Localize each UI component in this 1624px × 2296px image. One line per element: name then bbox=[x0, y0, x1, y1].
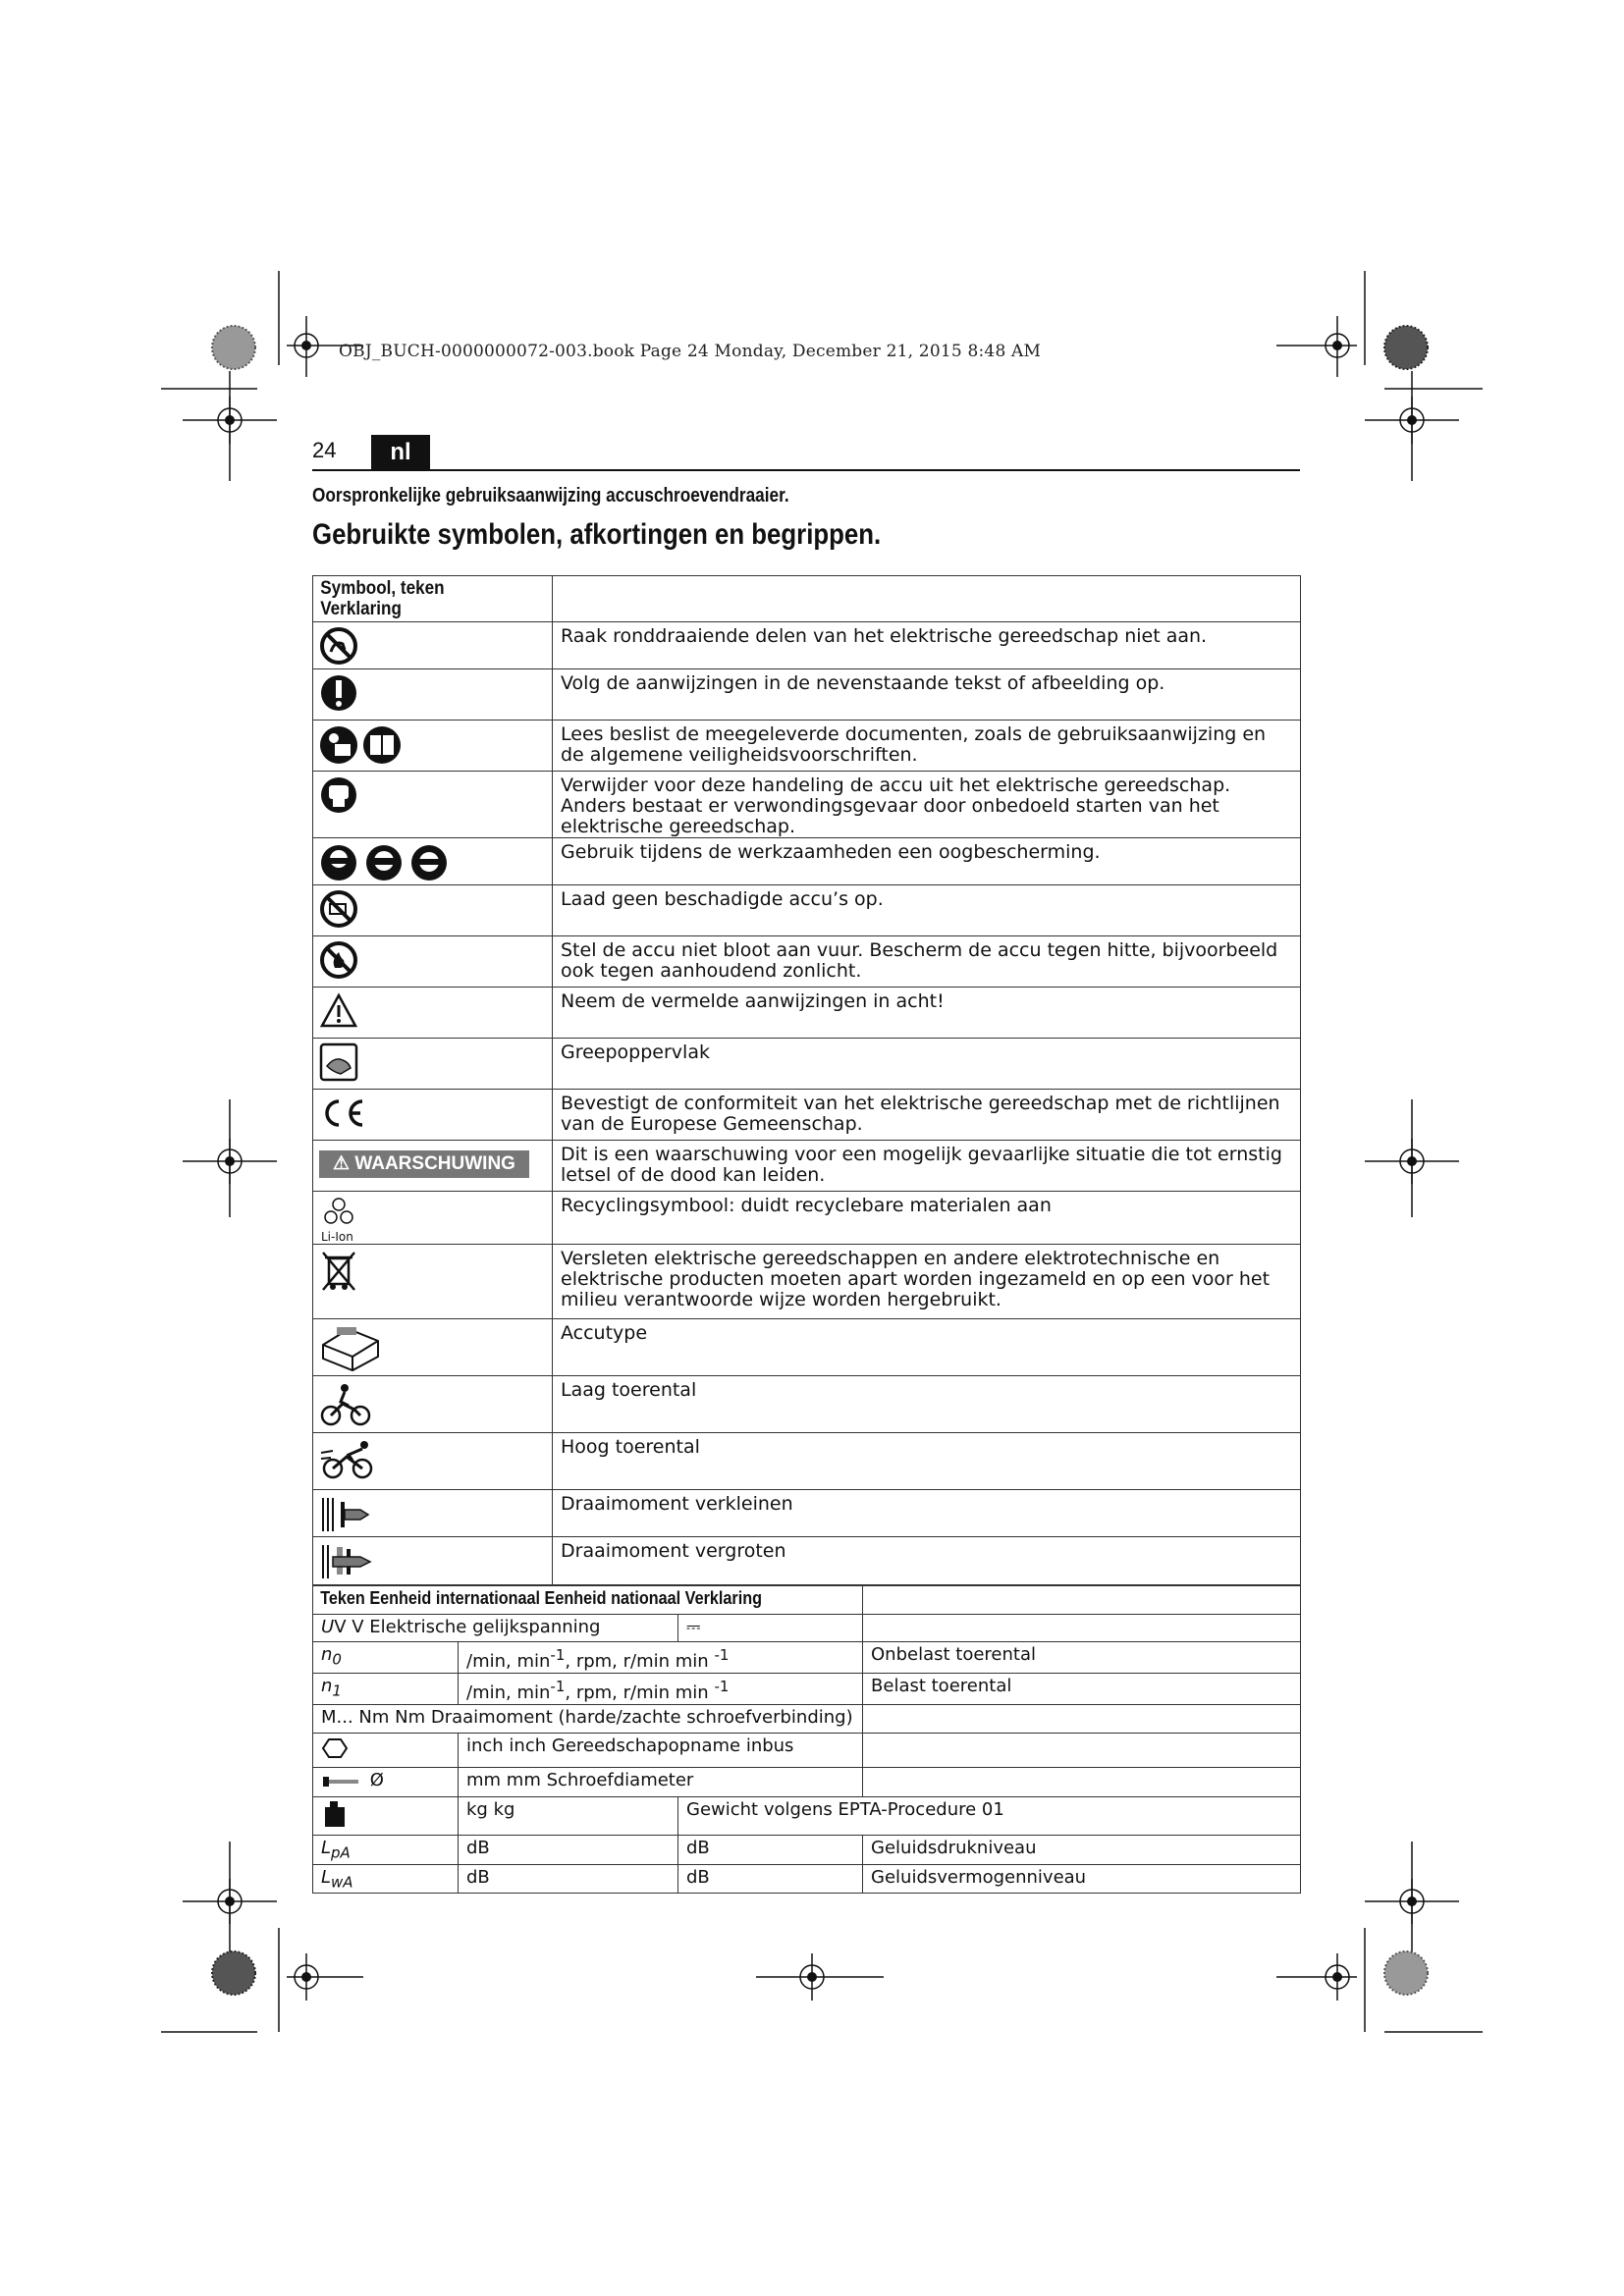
table-row: Volg de aanwijzingen in de nevenstaande tekst of afbeelding op. bbox=[313, 669, 1301, 721]
weee-bin-icon bbox=[319, 1249, 358, 1294]
units-table-header: Teken Eenheid internationaal Eenheid nationaal Verklaring bbox=[313, 1585, 863, 1615]
table-row: Raak ronddraaiende delen van het elektrische gereedschap niet aan. bbox=[313, 622, 1301, 669]
table-row: Laad geen beschadigde accu’s op. bbox=[313, 885, 1301, 936]
recycling-icon bbox=[319, 1196, 358, 1229]
low-speed-icon bbox=[319, 1380, 374, 1429]
units-table bbox=[312, 1584, 1301, 1894]
table-row: $n_1$ /min, $\min^{-1}$, rpm, r/min min $^{-1}$ Belast toerental bbox=[313, 1674, 1301, 1705]
page-subtitle: Oorspronkelijke gebruiksaanwijzing accuschroevendraaier. bbox=[312, 485, 789, 507]
li-ion-label: Li-Ion bbox=[321, 1230, 353, 1244]
table-row: Gebruik tijdens de werkzaamheden een oogbescherming. bbox=[313, 838, 1301, 885]
hex-socket-icon bbox=[321, 1735, 349, 1761]
mandatory-exclamation-icon bbox=[319, 673, 358, 713]
no-fire-icon bbox=[319, 940, 358, 980]
page-title: Gebruikte symbolen, afkortingen en begrippen. bbox=[312, 518, 882, 551]
weight-icon bbox=[321, 1799, 349, 1829]
table-row: Hoog toerental bbox=[313, 1433, 1301, 1490]
table-row: Bevestigt de conformiteit van het elektrische gereedschap met de richtlijnen van de Europese Gemeenschap. bbox=[313, 1090, 1301, 1141]
symbols-table-header: Symbool, teken Verklaring bbox=[313, 576, 553, 622]
table-row: Versleten elektrische gereedschappen en andere elektrotechnische en elektrische producten moeten apart worden ingezameld en op een voor het milieu verantwoorde wijze worden hergebruikt. bbox=[313, 1245, 1301, 1319]
torque-decrease-icon bbox=[319, 1494, 374, 1533]
table-row: kg kg Gewicht volgens EPTA-Procedure 01 bbox=[313, 1797, 1301, 1836]
warning-triangle-icon bbox=[319, 991, 358, 1031]
no-charge-damaged-icon bbox=[319, 889, 358, 929]
table-row: Greepoppervlak bbox=[313, 1039, 1301, 1090]
language-tag: nl bbox=[371, 435, 430, 470]
battery-pack-icon bbox=[319, 1323, 382, 1372]
header-rule bbox=[312, 469, 1300, 471]
table-row: Li-Ion Recyclingsymbool: duidt recyclebare materialen aan bbox=[313, 1192, 1301, 1245]
table-row: UV V Elektrische gelijkspanning ⎓ bbox=[313, 1615, 1301, 1642]
ce-mark-icon bbox=[319, 1094, 368, 1133]
page-number: 24 bbox=[312, 438, 337, 462]
table-row: inch inch Gereedschapopname inbus bbox=[313, 1734, 1301, 1768]
table-row: Draaimoment verkleinen bbox=[313, 1490, 1301, 1537]
table-row: M... Nm Nm Draaimoment (harde/zachte schroefverbinding) bbox=[313, 1705, 1301, 1734]
remove-battery-icon bbox=[319, 775, 358, 815]
table-row: Laag toerental bbox=[313, 1376, 1301, 1433]
table-row: Lees beslist de meegeleverde documenten, zoals de gebruiksaanwijzing en de algemene veiligheidsvoorschriften. bbox=[313, 721, 1301, 772]
warning-badge: ⚠ WAARSCHUWING bbox=[319, 1150, 529, 1178]
table-row: Verwijder voor deze handeling de accu uit het elektrische gereedschap. Anders bestaat er verwondingsgevaar door onbedoeld starten van het elektrische gereedschap. bbox=[313, 772, 1301, 838]
high-speed-icon bbox=[319, 1437, 382, 1482]
torque-increase-icon bbox=[319, 1541, 374, 1580]
table-row: $n_0$ /min, $\min^{-1}$, rpm, r/min min $^{-1}$ Onbelast toerental bbox=[313, 1642, 1301, 1674]
read-manual-icon bbox=[319, 724, 417, 766]
symbols-table bbox=[312, 575, 1301, 1586]
table-row: Stel de accu niet bloot aan vuur. Bescherm de accu tegen hitte, bijvoorbeeld ook tegen aanhoudend zonlicht. bbox=[313, 936, 1301, 988]
eye-protection-icon bbox=[319, 842, 457, 883]
table-row: Draaimoment vergroten bbox=[313, 1537, 1301, 1586]
grip-surface-icon bbox=[319, 1042, 358, 1082]
table-row: $L_{pA}$ dB dB Geluidsdrukniveau bbox=[313, 1836, 1301, 1865]
table-row: ⚠ WAARSCHUWING Dit is een waarschuwing voor een mogelijk gevaarlijke situatie die tot ernstig letsel of de dood kan leiden. bbox=[313, 1141, 1301, 1192]
no-touch-rotating-icon bbox=[319, 626, 358, 666]
table-row: Accutype bbox=[313, 1319, 1301, 1376]
table-row: Neem de vermelde aanwijzingen in acht! bbox=[313, 988, 1301, 1039]
table-row: $L_{wA}$ dB dB Geluidsvermogenniveau bbox=[313, 1864, 1301, 1894]
screw-diameter-icon bbox=[321, 1771, 364, 1790]
print-header: OBJ_BUCH-0000000072-003.book Page 24 Monday, December 21, 2015 8:48 AM bbox=[339, 342, 1042, 361]
table-row: Ø mm mm Schroefdiameter bbox=[313, 1768, 1301, 1797]
